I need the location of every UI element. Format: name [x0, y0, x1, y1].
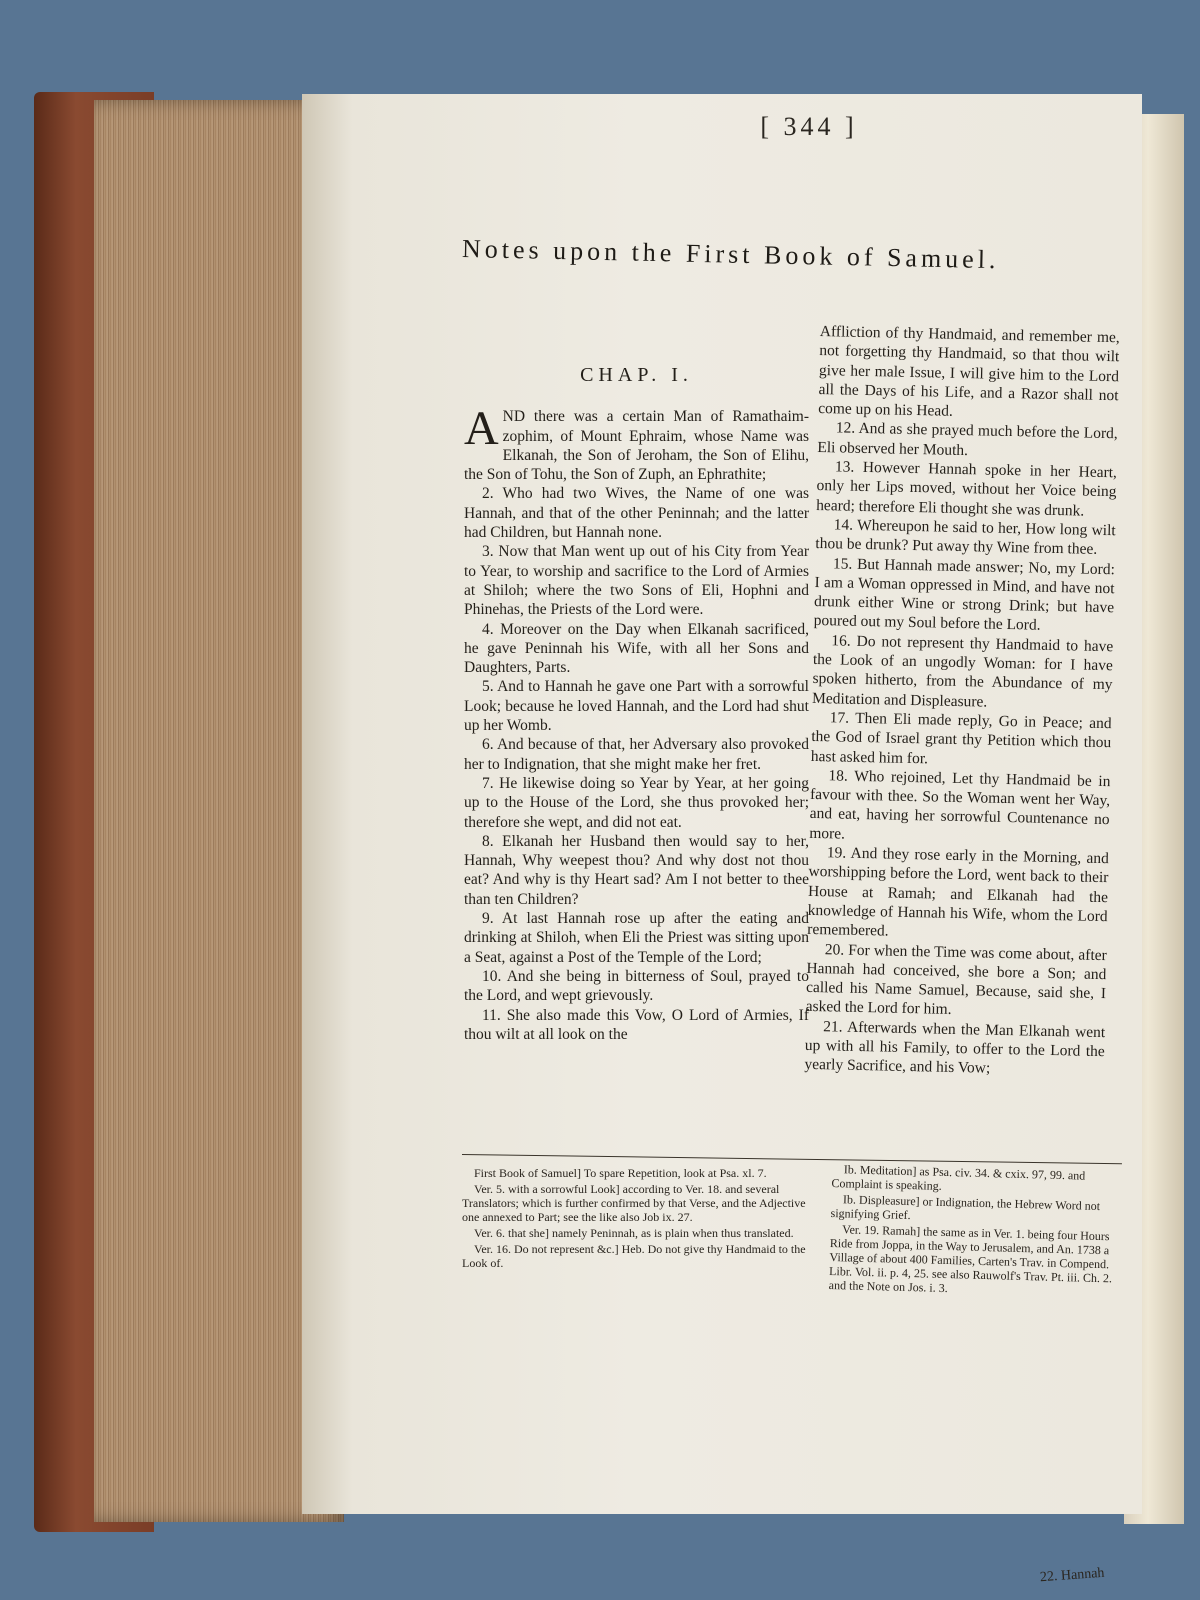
page-number: [ 344 ] — [760, 112, 858, 141]
verse: 21. Afterwards when the Man Elkanah went up with all his Family, to offer to the Lord the yearly Sacrifice, and his Vow; — [804, 1017, 1106, 1078]
verse: 6. And because of that, her Adversary also provoked her to Indignation, that she might make her fret. — [464, 736, 809, 773]
verse: 15. But Hannah made answer; No, my Lord: I am a Woman oppressed in Mind, and have not drunk either Wine or strong Drink; but have poured out my Soul before the Lord. — [813, 554, 1116, 635]
verse-1: AND there was a certain Man of Ramathaim-zophim, of Mount Ephraim, whose Name was Elkanah, the Son of Jeroham, the Son of Elihu, the Son of Tohu, the Son of Zuph, an Ephrathite; — [464, 402, 809, 484]
verse: Affliction of thy Handmaid, and remember me, not forgetting thy Handmaid, so that thou wilt give her male Issue, I will give him to the Lord all the Days of his Life, and a Razor shall not come up on his Head. — [818, 322, 1120, 420]
drop-cap: A — [464, 402, 499, 456]
footnotes-left — [462, 1166, 812, 1272]
left-column — [464, 366, 809, 1044]
right-column — [804, 322, 1120, 1081]
book-page — [302, 94, 1142, 1514]
verse: 13. However Hannah spoke in her Heart, only her Lips moved, without her Voice being heard; therefore Eli thought she was drunk. — [815, 458, 1118, 520]
verse: 17. Then Eli made reply, Go in Peace; and the God of Israel grant thy Petition which thou hast asked him for. — [810, 709, 1112, 767]
chapter-heading: CHAP. I. — [580, 364, 693, 386]
verse: 3. Now that Man went up out of his City from Year to Year, to worship and sacrifice to the Lord of Armies at Shiloh; where the two Sons of Eli, Hophni and Phinehas, the Priests of the Lord were. — [464, 543, 809, 619]
footnote-rule — [462, 1154, 1122, 1164]
catchword: 22. Hannah — [1039, 1565, 1105, 1586]
verse: 9. At last Hannah rose up after the eating and drinking at Shiloh, when Eli the Priest was sitting upon a Seat, against a Post of the Temple of the Lord; — [464, 910, 809, 966]
footnotes-right — [829, 1162, 1132, 1302]
verse: 2. Who had two Wives, the Name of one was Hannah, and that of the other Peninnah; and the latter had Children, but Hannah none. — [464, 485, 809, 542]
footnote: Ver. 19. Ramah] the same as in Ver. 1. being four Hours Ride from Joppa, in the Way to Jerusalem, and An. 1738 a Village of about 400 Families, Carten's Trav. in Compend. Libr. Vol. ii. p. 4, 25. see also Rauwolf's Trav. Pt. iii. Ch. 2. and the Note on Jos. i. 3. — [828, 1222, 1113, 1296]
footnote: Ver. 6. that she] namely Peninnah, as is plain when thus translated. — [474, 1226, 794, 1240]
footnote: Ib. Displeasure] or Indignation, the Hebrew Word not signifying Grief. — [830, 1192, 1101, 1223]
verse: 4. Moreover on the Day when Elkanah sacrificed, he gave Peninnah his Wife, with all her Sons and Daughters, Parts. — [464, 620, 809, 677]
verse: 7. He likewise doing so Year by Year, at her going up to the House of the Lord, she thus provoked her; therefore she wept, and did not eat. — [464, 774, 809, 831]
open-book — [34, 92, 1184, 1532]
footnote: Ver. 5. with a sorrowful Look] according to Ver. 18. and several Translators; which is further confirmed by that Verse, and the Adjective one annexed to Part; see the like also Job ix. 27. — [462, 1182, 806, 1224]
verse: 5. And to Hannah he gave one Part with a sorrowful Look; because he loved Hannah, and the Lord had shut up her Womb. — [464, 678, 809, 735]
verse: 10. And she being in bitterness of Soul, prayed to the Lord, and wept grievously. — [464, 967, 809, 1005]
verse: 11. She also made this Vow, O Lord of Armies, If thou wilt at all look on the — [464, 1006, 809, 1043]
page-title: Notes upon the First Book of Samuel. — [461, 234, 1000, 275]
footnote: Ver. 16. Do not represent &c.] Heb. Do not give thy Handmaid to the Look of. — [462, 1242, 806, 1270]
verse: 18. Who rejoined, Let thy Handmaid be in favour with thee. So the Woman went her Way, and eat, having her sorrowful Countenance no more. — [809, 767, 1111, 843]
verse: 20. For when the Time was come about, after Hannah had conceived, she bore a Son; and called his Name Samuel, Because, said she, I asked the Lord for him. — [805, 940, 1107, 1019]
footnote: First Book of Samuel] To spare Repetition, look at Psa. xl. 7. — [474, 1166, 767, 1180]
verse: 14. Whereupon he said to her, How long wilt thou be drunk? Put away thy Wine from thee. — [815, 516, 1116, 559]
verse: 12. And as she prayed much before the Lord, Eli observed her Mouth. — [817, 419, 1118, 459]
footnote: Ib. Meditation] as Psa. civ. 34. & cxix. 97, 99. and Complaint is speaking. — [831, 1162, 1086, 1193]
verse: 16. Do not represent thy Handmaid to have the Look of an ungodly Woman: for I have spoken hitherto, from the Abundance of my Meditation and Displeasure. — [811, 632, 1114, 711]
verse: 8. Elkanah her Husband then would say to her, Hannah, Why weepest thou? And why dost not thou eat? And why is thy Heart sad? Am I not better to thee than ten Children? — [464, 832, 809, 908]
verse: 19. And they rose early in the Morning, and worshipping before the Lord, went back to their House at Ramah; and Elkanah had the knowledge of Hannah his Wife, whom the Lord remembered. — [807, 844, 1110, 940]
